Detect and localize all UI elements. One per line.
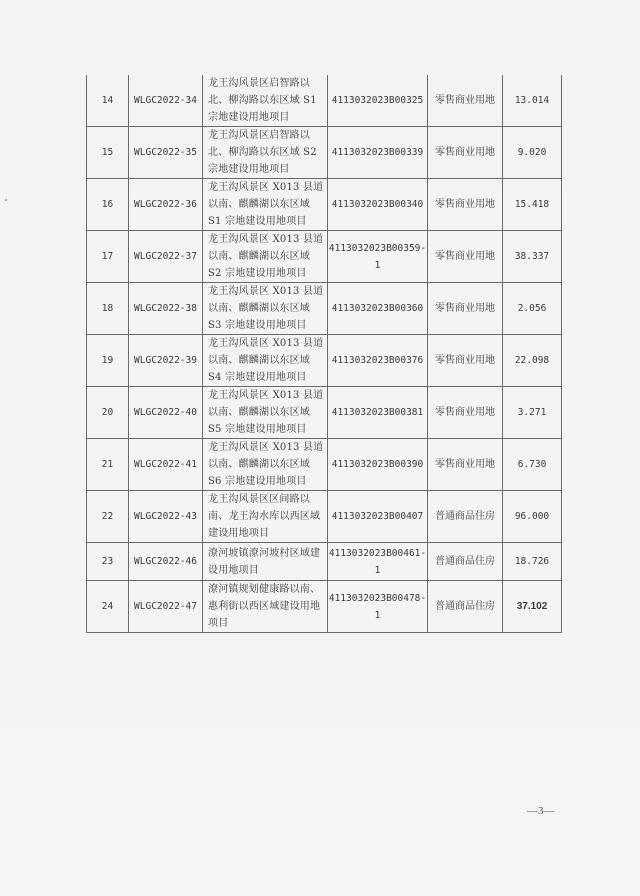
- row-number: 20: [87, 387, 129, 439]
- land-use: 零售商业用地: [428, 127, 503, 179]
- row-number: 19: [87, 335, 129, 387]
- land-use: 零售商业用地: [428, 335, 503, 387]
- parcel-id: 4113032023B00478-1: [328, 581, 428, 633]
- project-location: 龙王沟风景区 X013 县道以南、麒麟湖以东区域 S1 宗地建设用地项目: [203, 179, 328, 231]
- table-row: [87, 335, 562, 387]
- land-use: 零售商业用地: [428, 231, 503, 283]
- project-code: WLGC2022-41: [129, 439, 203, 491]
- row-number: 16: [87, 179, 129, 231]
- area-value: 9.020: [503, 127, 562, 179]
- area-value: 18.726: [503, 543, 562, 581]
- project-location: 龙王沟风景区启智路以北、柳沟路以东区域 S1 宗地建设用地项目: [203, 75, 328, 127]
- table-row: [87, 543, 562, 581]
- project-code: WLGC2022-47: [129, 581, 203, 633]
- project-location: 潦河镇规划健康路以南、惠利街以西区域建设用地项目: [203, 581, 328, 633]
- row-number: 24: [87, 581, 129, 633]
- land-use: 零售商业用地: [428, 387, 503, 439]
- page-number: —3—: [527, 805, 555, 817]
- parcel-id: 4113032023B00325: [328, 75, 428, 127]
- parcel-id: 4113032023B00339: [328, 127, 428, 179]
- area-value: 6.730: [503, 439, 562, 491]
- row-number: 22: [87, 491, 129, 543]
- area-value: 38.337: [503, 231, 562, 283]
- project-code: WLGC2022-40: [129, 387, 203, 439]
- area-value: 15.418: [503, 179, 562, 231]
- project-code: WLGC2022-37: [129, 231, 203, 283]
- project-location: 龙王沟风景区 X013 县道以南、麒麟湖以东区域 S4 宗地建设用地项目: [203, 335, 328, 387]
- project-location: 龙王沟风景区 X013 县道以南、麒麟湖以东区域 S5 宗地建设用地项目: [203, 387, 328, 439]
- table-row: [87, 581, 562, 633]
- parcel-id: 4113032023B00407: [328, 491, 428, 543]
- row-number: 17: [87, 231, 129, 283]
- parcel-id: 4113032023B00340: [328, 179, 428, 231]
- table-row: [87, 491, 562, 543]
- area-value: 37.102: [503, 581, 562, 633]
- area-value: 3.271: [503, 387, 562, 439]
- parcel-id: 4113032023B00376: [328, 335, 428, 387]
- land-parcel-table: [86, 75, 562, 633]
- project-location: 龙王沟风景区 X013 县道以南、麒麟湖以东区域 S3 宗地建设用地项目: [203, 283, 328, 335]
- parcel-id: 4113032023B00381: [328, 387, 428, 439]
- land-use: 普通商品住房: [428, 543, 503, 581]
- project-code: WLGC2022-36: [129, 179, 203, 231]
- project-code: WLGC2022-35: [129, 127, 203, 179]
- project-location: 龙王沟风景区 X013 县道以南、麒麟湖以东区域 S2 宗地建设用地项目: [203, 231, 328, 283]
- table-row: [87, 75, 562, 127]
- land-use: 普通商品住房: [428, 581, 503, 633]
- project-location: 龙王沟风景区区间路以南、龙王沟水库以西区域建设用地项目: [203, 491, 328, 543]
- table-row: [87, 179, 562, 231]
- land-use: 零售商业用地: [428, 179, 503, 231]
- project-location: 潦河坡镇潦河坡村区域建设用地项目: [203, 543, 328, 581]
- row-number: 21: [87, 439, 129, 491]
- row-number: 18: [87, 283, 129, 335]
- land-use: 零售商业用地: [428, 439, 503, 491]
- table-row: [87, 283, 562, 335]
- row-number: 14: [87, 75, 129, 127]
- area-value: 2.056: [503, 283, 562, 335]
- area-value: 22.098: [503, 335, 562, 387]
- table-row: [87, 439, 562, 491]
- project-code: WLGC2022-34: [129, 75, 203, 127]
- project-location: 龙王沟风景区启智路以北、柳沟路以东区域 S2 宗地建设用地项目: [203, 127, 328, 179]
- scan-speck: [5, 199, 7, 201]
- row-number: 23: [87, 543, 129, 581]
- table-row: [87, 231, 562, 283]
- project-code: WLGC2022-39: [129, 335, 203, 387]
- parcel-id: 4113032023B00390: [328, 439, 428, 491]
- area-value: 13.014: [503, 75, 562, 127]
- table-row: [87, 387, 562, 439]
- land-use: 普通商品住房: [428, 491, 503, 543]
- parcel-id: 4113032023B00359-1: [328, 231, 428, 283]
- project-code: WLGC2022-43: [129, 491, 203, 543]
- project-location: 龙王沟风景区 X013 县道以南、麒麟湖以东区域 S6 宗地建设用地项目: [203, 439, 328, 491]
- project-code: WLGC2022-38: [129, 283, 203, 335]
- project-code: WLGC2022-46: [129, 543, 203, 581]
- parcel-id: 4113032023B00461-1: [328, 543, 428, 581]
- land-use: 零售商业用地: [428, 283, 503, 335]
- area-value: 96.000: [503, 491, 562, 543]
- table-row: [87, 127, 562, 179]
- land-use: 零售商业用地: [428, 75, 503, 127]
- row-number: 15: [87, 127, 129, 179]
- parcel-id: 4113032023B00360: [328, 283, 428, 335]
